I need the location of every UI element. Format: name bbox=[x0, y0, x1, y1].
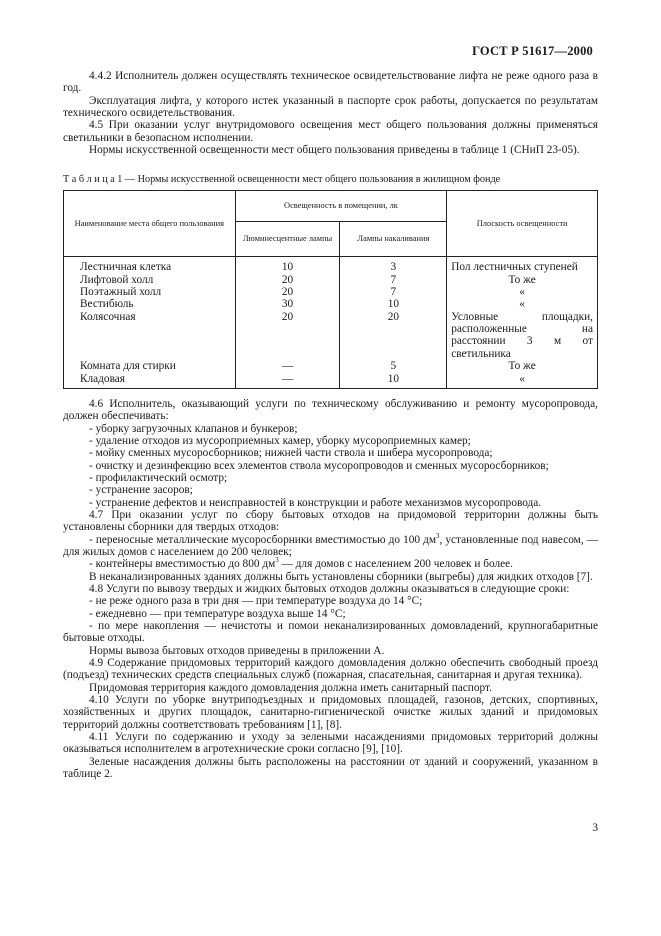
row-plane: « bbox=[447, 298, 598, 310]
row-place: Комната для стирки bbox=[64, 360, 236, 372]
table-row bbox=[64, 373, 598, 389]
list-item: - по мере накопления — нечистоты и помои неканализированных домовладений, крупногабаритные бытовые отходы. bbox=[63, 620, 598, 645]
row-place: Лестничная клетка bbox=[64, 257, 236, 274]
row-incandescent: 20 bbox=[340, 311, 447, 360]
row-incandescent: 10 bbox=[340, 373, 447, 389]
row-place: Кладовая bbox=[64, 373, 236, 389]
list-item: - устранение засоров; bbox=[89, 484, 193, 497]
paragraph-sanitary-passport: Придомовая территория каждого домовладения должна иметь санитарный паспорт. bbox=[89, 681, 492, 694]
list-item: - удаление отходов из мусороприемных камер, уборку мусороприемных камер; bbox=[89, 434, 471, 447]
page-number: 3 bbox=[592, 822, 598, 834]
row-plane: « bbox=[447, 373, 598, 389]
table-1-lighting-norms bbox=[63, 190, 598, 388]
paragraph-removal-norms: Нормы вывоза бытовых отходов приведены в приложении А. bbox=[89, 644, 385, 657]
table-row bbox=[64, 286, 598, 298]
row-incandescent: 10 bbox=[340, 298, 447, 310]
column-header-illumination: Освещенность в помещении, лк bbox=[235, 191, 447, 222]
row-incandescent: 7 bbox=[340, 286, 447, 298]
paragraph-4-4-2: 4.4.2 Исполнитель должен осуществлять техническое освидетельствование лифта не реже одного раза в год. bbox=[63, 70, 598, 95]
table-row bbox=[64, 298, 598, 310]
row-plane: Условные площадки, расположенные на расстоянии 3 м от светильника bbox=[447, 311, 598, 360]
list-item: - не реже одного раза в три дня — при температуре воздуха до 14 °С; bbox=[89, 595, 423, 608]
row-incandescent: 5 bbox=[340, 360, 447, 372]
list-item: - контейнеры вместимостью до 800 $дм^3$ — для домов с населением 200 человек и более. bbox=[89, 556, 513, 571]
row-place: Лифтовой холл bbox=[64, 274, 236, 286]
row-place: Поэтажный холл bbox=[64, 286, 236, 298]
list-item: - устранение дефектов и неисправностей в конструкции и работе механизмов мусоропровода. bbox=[89, 496, 542, 509]
page-body bbox=[63, 70, 598, 781]
list-item: - уборку загрузочных клапанов и бункеров; bbox=[89, 422, 298, 435]
list-item: - мойку сменных мусоросборников; нижней части ствола и шибера мусоропровода; bbox=[89, 447, 493, 460]
table-1-caption: Т а б л и ц а 1 — Нормы искусственной освещенности мест общего пользования в жилищном фонде bbox=[63, 174, 501, 186]
row-fluorescent: 10 bbox=[235, 257, 340, 274]
paragraph-liquid-waste: В неканализированных зданиях должны быть установлены сборники (выгребы) для жидких отходов [7]. bbox=[89, 570, 593, 583]
row-incandescent: 7 bbox=[340, 274, 447, 286]
row-fluorescent: 30 bbox=[235, 298, 340, 310]
paragraph-lighting-norms: Нормы искусственной освещенности мест общего пользования приведены в таблице 1 (СНиП 23-05). bbox=[89, 144, 580, 157]
list-item: - переносные металлические мусоросборники вместимостью до 100 $дм^3$, установленные под навесом, — для жилых домов с населением до 200 человек; bbox=[63, 531, 598, 558]
table-row bbox=[64, 257, 598, 274]
list-item: - очистку и дезинфекцию всех элементов ствола мусоропроводов и сменных мусоросборников; bbox=[89, 459, 549, 472]
section-garbage-chute bbox=[63, 398, 598, 509]
row-fluorescent: — bbox=[235, 373, 340, 389]
paragraph-4-8: 4.8 Услуги по вывозу твердых и жидких бытовых отходов должны оказываться в следующие сроки: bbox=[89, 583, 570, 595]
row-fluorescent: 20 bbox=[235, 311, 340, 360]
row-plane: « bbox=[447, 286, 598, 298]
table-row bbox=[64, 360, 598, 372]
row-fluorescent: 20 bbox=[235, 286, 340, 298]
row-incandescent: 3 bbox=[340, 257, 447, 274]
row-fluorescent: — bbox=[235, 360, 340, 372]
row-plane: То же bbox=[447, 274, 598, 286]
paragraph-4-7: 4.7 При оказании услуг по сбору бытовых отходов на придомовой территории должны быть установлены сборники для твердых отходов: bbox=[63, 508, 598, 534]
row-plane: То же bbox=[447, 360, 598, 372]
list-item: - профилактический осмотр; bbox=[89, 471, 228, 484]
list-item: - ежедневно — при температуре воздуха выше 14 °С; bbox=[89, 607, 346, 620]
table-row bbox=[64, 274, 598, 286]
paragraph-4-9: 4.9 Содержание придомовых территорий каждого домовладения должно обеспечить свободный проезд (подъезд) технических средств специальных служб (пожарная, спасательная, санитарная и другая техника). bbox=[63, 657, 598, 682]
paragraph-4-11: 4.11 Услуги по содержанию и уходу за зелеными насаждениями придомовых территорий должны оказываться исполнителем в агротехнические сроки согласно [9], [10]. bbox=[63, 731, 598, 756]
table-row bbox=[64, 311, 598, 360]
row-place: Колясочная bbox=[64, 311, 236, 360]
column-header-plane: Плоскость освещенности bbox=[447, 191, 598, 257]
paragraph-lift-operation: Эксплуатация лифта, у которого истек указанный в паспорте срок работы, допускается по результатам технического освидетельствования. bbox=[63, 94, 598, 120]
document-header: ГОСТ Р 51617—2000 bbox=[472, 44, 593, 58]
row-plane: Пол лестничных ступеней bbox=[447, 257, 598, 274]
paragraph-4-6: 4.6 Исполнитель, оказывающий услуги по техническому обслуживанию и ремонту мусоропровода, должен обеспечивать: bbox=[63, 397, 598, 423]
row-place: Вестибюль bbox=[64, 298, 236, 310]
row-fluorescent: 20 bbox=[235, 274, 340, 286]
paragraph-green-spaces: Зеленые насаждения должны быть расположены на расстоянии от зданий и сооружений, указанном в таблице 2. bbox=[63, 755, 598, 781]
column-header-place: Наименование места общего пользования bbox=[64, 191, 236, 257]
column-header-incandescent: Лампы накаливания bbox=[340, 222, 447, 257]
paragraph-4-10: 4.10 Услуги по уборке внутриподъездных и придомовых площадей, газонов, детских, спортивных, хозяйственных и других площадок, санитарно-гигиенической очистке жилых зданий и придомовых территорий должны соответствовать требованиям [1], [8]. bbox=[63, 694, 598, 731]
paragraph-4-5: 4.5 При оказании услуг внутридомового освещения мест общего пользования должны применяться светильники в безопасном исполнении. bbox=[63, 119, 598, 144]
column-header-fluorescent: Люминесцентные лампы bbox=[235, 222, 340, 257]
